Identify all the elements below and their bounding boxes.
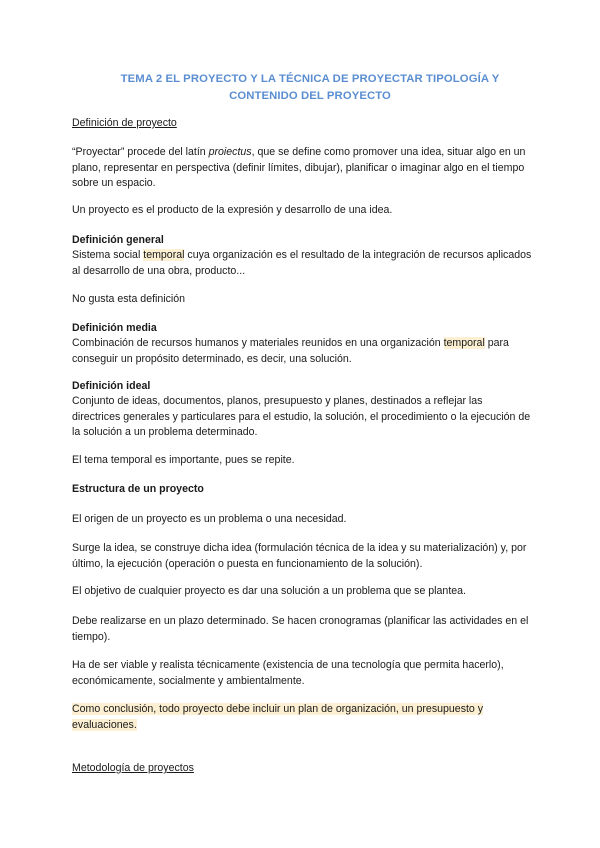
paragraph-origen: El origen de un proyecto es un problema o una necesidad. <box>72 513 347 525</box>
heading-definicion-general: Definición general <box>72 234 164 246</box>
title-line-1: TEMA 2 EL PROYECTO Y LA TÉCNICA DE PROYECTAR TIPOLOGÍA Y <box>120 73 500 85</box>
paragraph-definicion-media: Combinación de recursos humanos y materiales reunidos en una organización temporal para conseguir un propósito determinado, es decir, una solución. <box>72 337 509 365</box>
highlight-conclusion: Como conclusión, todo proyecto debe incluir un plan de organización, un presupuesto y evaluaciones. <box>72 703 484 731</box>
paragraph-no-gusta: No gusta esta definición <box>72 293 186 305</box>
section-heading-metodologia: Metodología de proyectos <box>72 762 194 774</box>
paragraph-proyectar: “Proyectar” procede del latín proiectus, que se define como promover una idea, situar algo en un plano, representar en perspectiva (definir límites, dibujar), planificar o imaginar algo en el tiempo sobre un espacio. <box>72 146 526 189</box>
heading-definicion-ideal: Definición ideal <box>72 380 151 392</box>
heading-definicion-media: Definición media <box>72 322 157 334</box>
title-line-2: CONTENIDO DEL PROYECTO <box>229 90 391 102</box>
paragraph-objetivo: El objetivo de cualquier proyecto es dar una solución a un problema que se plantea. <box>72 585 466 597</box>
paragraph-definicion-general: Sistema social temporal cuya organización es el resultado de la integración de recursos aplicados al desarrollo de una obra, producto... <box>72 249 532 277</box>
latin-term: proiectus <box>208 146 252 158</box>
section-heading-definicion: Definición de proyecto <box>72 117 177 129</box>
paragraph-conclusion <box>72 702 532 733</box>
paragraph-producto: Un proyecto es el producto de la expresión y desarrollo de una idea. <box>72 204 393 216</box>
paragraph-surge: Surge la idea, se construye dicha idea (formulación técnica de la idea y su materialización) y, por último, la ejecución (operación o puesta en funcionamiento de la solución). <box>72 542 527 570</box>
heading-estructura: Estructura de un proyecto <box>72 483 204 495</box>
paragraph-viable: Ha de ser viable y realista técnicamente (existencia de una tecnología que permita hacerlo), económicamente, socialmente y ambientalmente. <box>72 659 504 687</box>
highlight-temporal: temporal <box>443 337 485 349</box>
paragraph-definicion-ideal: Conjunto de ideas, documentos, planos, presupuesto y planes, destinados a reflejar las directrices generales y particulares para el estudio, la solución, el procedimiento o la ejecución de la solución a un problema determinado. <box>72 395 531 438</box>
paragraph-plazo: Debe realizarse en un plazo determinado. Se hacen cronogramas (planificar las actividades en el tiempo). <box>72 615 529 643</box>
paragraph-tema-temporal: El tema temporal es importante, pues se repite. <box>72 454 295 466</box>
document-title <box>100 71 520 105</box>
highlight-temporal: temporal <box>143 249 185 261</box>
